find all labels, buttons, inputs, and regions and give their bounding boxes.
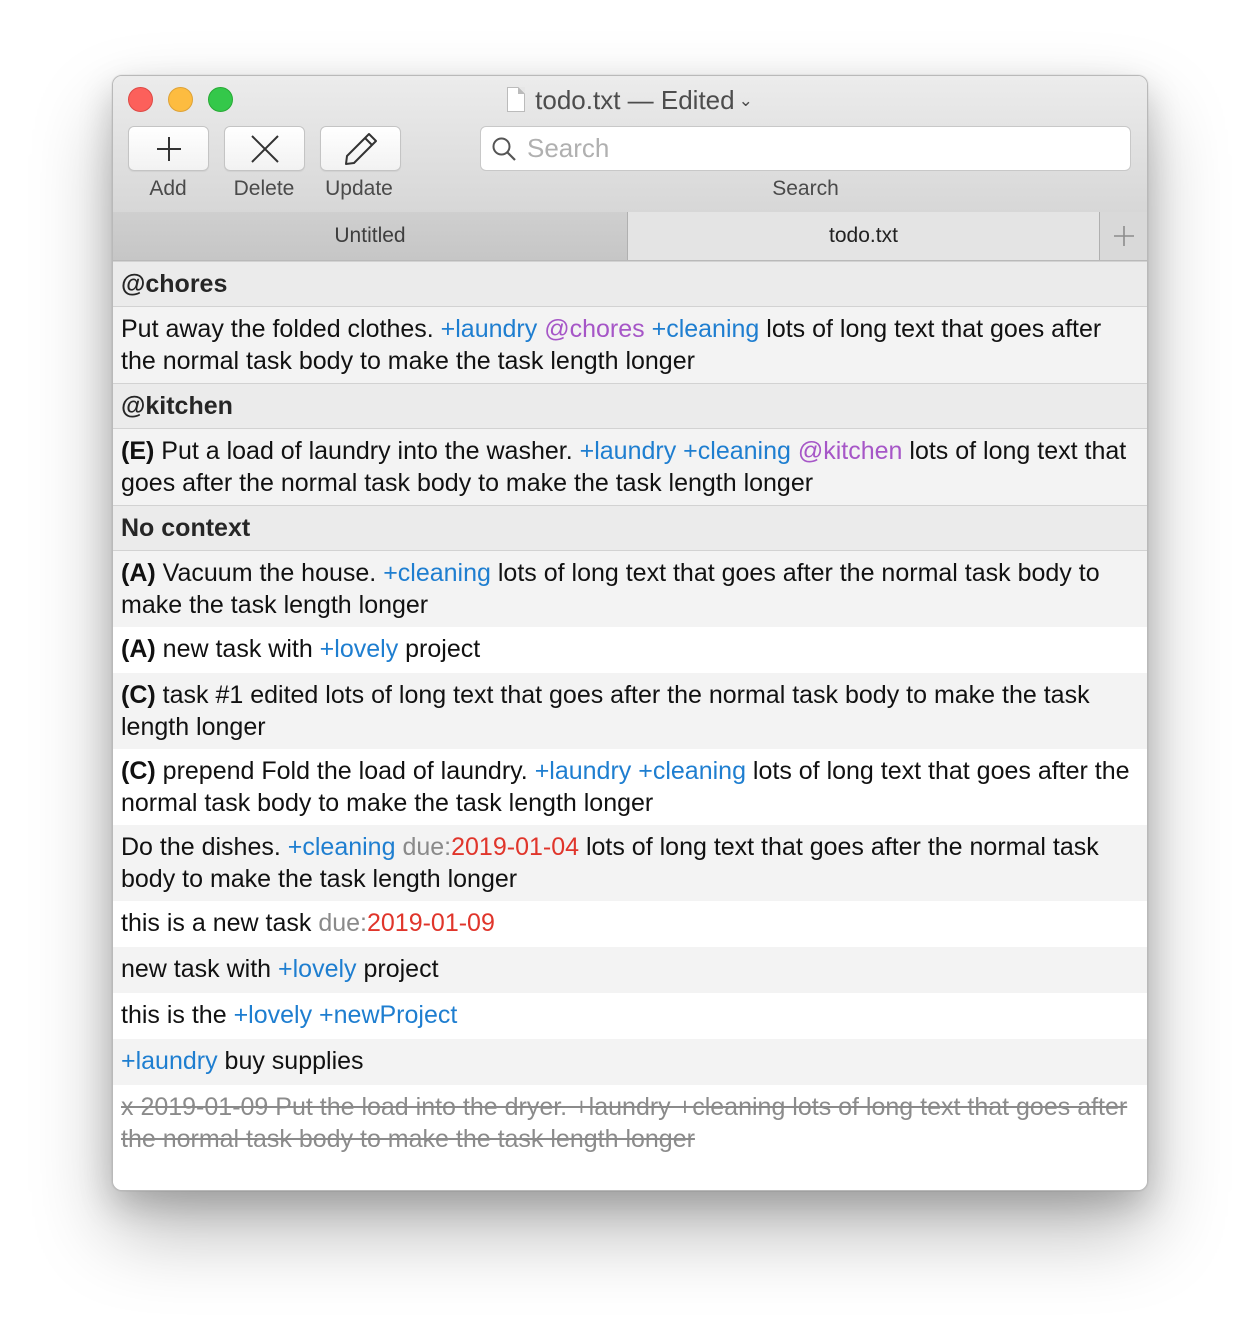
completed-task-text: x 2019-01-09 Put the load into the dryer. +laundry +cleaning lots of long text that goes after the normal task body to make the task length longer bbox=[121, 1093, 1128, 1153]
search-icon bbox=[491, 136, 517, 162]
project-tag: +laundry bbox=[534, 757, 632, 785]
project-tag: +lovely bbox=[233, 1001, 313, 1029]
due-date: 2019-01-04 bbox=[451, 833, 580, 861]
task-text bbox=[645, 315, 652, 343]
task-text: task #1 edited lots of long text that goes after the normal task body to make the task length longer bbox=[121, 681, 1090, 741]
task-text: prepend Fold the load of laundry. bbox=[155, 757, 535, 785]
due-date: 2019-01-09 bbox=[366, 909, 495, 937]
pencil-icon bbox=[343, 131, 379, 167]
task-row[interactable] bbox=[113, 749, 1147, 825]
window-title: todo.txt — Edited bbox=[535, 85, 735, 115]
update-button[interactable] bbox=[320, 126, 401, 171]
due-key: due: bbox=[318, 909, 367, 937]
task-row[interactable] bbox=[113, 901, 1147, 947]
document-icon bbox=[507, 87, 525, 112]
context-tag: @chores bbox=[544, 315, 645, 343]
tab-bar bbox=[113, 212, 1147, 261]
project-tag: +cleaning bbox=[383, 559, 491, 587]
project-tag: +newProject bbox=[319, 1001, 458, 1029]
project-tag: +cleaning bbox=[638, 757, 746, 785]
search-field[interactable] bbox=[480, 126, 1131, 171]
task-row[interactable] bbox=[113, 673, 1147, 749]
window-title-area[interactable] bbox=[113, 84, 1147, 117]
task-text: lots of long text that goes after the normal task body to make the task length longer bbox=[121, 559, 1100, 619]
task-text: this is the bbox=[121, 1001, 234, 1029]
group-header-chores: @chores bbox=[113, 261, 1147, 307]
add-button[interactable] bbox=[128, 126, 209, 171]
task-text: buy supplies bbox=[217, 1047, 364, 1075]
task-text: project bbox=[398, 635, 481, 663]
task-text: Put away the folded clothes. bbox=[121, 315, 441, 343]
add-label: Add bbox=[149, 177, 187, 200]
project-tag: +cleaning bbox=[651, 315, 760, 343]
title-bar bbox=[113, 76, 1147, 213]
task-text: lots of long text that goes after the normal task body to make the task length longer bbox=[121, 315, 1102, 375]
tab-add-plus-icon bbox=[1113, 225, 1135, 247]
search-input[interactable] bbox=[527, 131, 1117, 166]
task-row[interactable] bbox=[113, 825, 1147, 901]
close-x-icon bbox=[250, 134, 280, 164]
task-text bbox=[791, 437, 798, 465]
task-text: Vacuum the house. bbox=[155, 559, 384, 587]
project-tag: +lovely bbox=[319, 635, 399, 663]
new-tab-button[interactable] bbox=[1099, 212, 1147, 260]
context-tag: @kitchen bbox=[797, 437, 903, 465]
priority-label: (A) bbox=[121, 559, 156, 587]
task-text: project bbox=[356, 955, 439, 983]
project-tag: +cleaning bbox=[683, 437, 791, 465]
chevron-down-icon: ⌄ bbox=[738, 91, 753, 110]
delete-button[interactable] bbox=[224, 126, 305, 171]
plus-icon bbox=[155, 135, 183, 163]
task-row[interactable] bbox=[113, 1039, 1147, 1085]
task-text: new task with bbox=[155, 635, 320, 663]
task-text: Put a load of laundry into the washer. bbox=[154, 437, 580, 465]
delete-label: Delete bbox=[233, 177, 295, 200]
tab-untitled[interactable]: Untitled bbox=[113, 212, 628, 260]
task-text: new task with bbox=[121, 955, 279, 983]
tab-todo-txt[interactable]: todo.txt bbox=[628, 212, 1099, 260]
task-text bbox=[312, 1001, 319, 1029]
project-tag: +lovely bbox=[278, 955, 357, 983]
project-tag: +laundry bbox=[121, 1047, 218, 1075]
priority-label: (A) bbox=[121, 635, 156, 663]
update-label: Update bbox=[325, 177, 393, 200]
task-row[interactable] bbox=[113, 627, 1147, 673]
task-text: Do the dishes. bbox=[121, 833, 288, 861]
task-text: lots of long text that goes after the normal task body to make the task length longer bbox=[121, 757, 1130, 817]
project-tag: +cleaning bbox=[287, 833, 396, 861]
group-header-kitchen: @kitchen bbox=[113, 383, 1147, 429]
task-row[interactable] bbox=[113, 429, 1147, 505]
task-row[interactable] bbox=[113, 551, 1147, 627]
due-key: due: bbox=[402, 833, 452, 861]
priority-label: (C) bbox=[121, 681, 156, 709]
project-tag: +laundry bbox=[440, 315, 538, 343]
task-row-completed[interactable] bbox=[113, 1085, 1147, 1161]
task-text: this is a new task bbox=[121, 909, 319, 937]
task-row[interactable] bbox=[113, 947, 1147, 993]
app-window bbox=[112, 75, 1148, 1191]
project-tag: +laundry bbox=[579, 437, 677, 465]
task-text: lots of long text that goes after the normal task body to make the task length longer bbox=[121, 437, 1127, 497]
search-label: Search bbox=[772, 177, 839, 200]
group-header-no-context: No context bbox=[113, 505, 1147, 551]
task-text: lots of long text that goes after the normal task body to make the task length longer bbox=[121, 833, 1099, 893]
task-list[interactable] bbox=[113, 261, 1147, 1190]
priority-label: (E) bbox=[121, 437, 155, 465]
task-row[interactable] bbox=[113, 993, 1147, 1039]
task-row[interactable] bbox=[113, 307, 1147, 383]
priority-label: (C) bbox=[121, 757, 156, 785]
